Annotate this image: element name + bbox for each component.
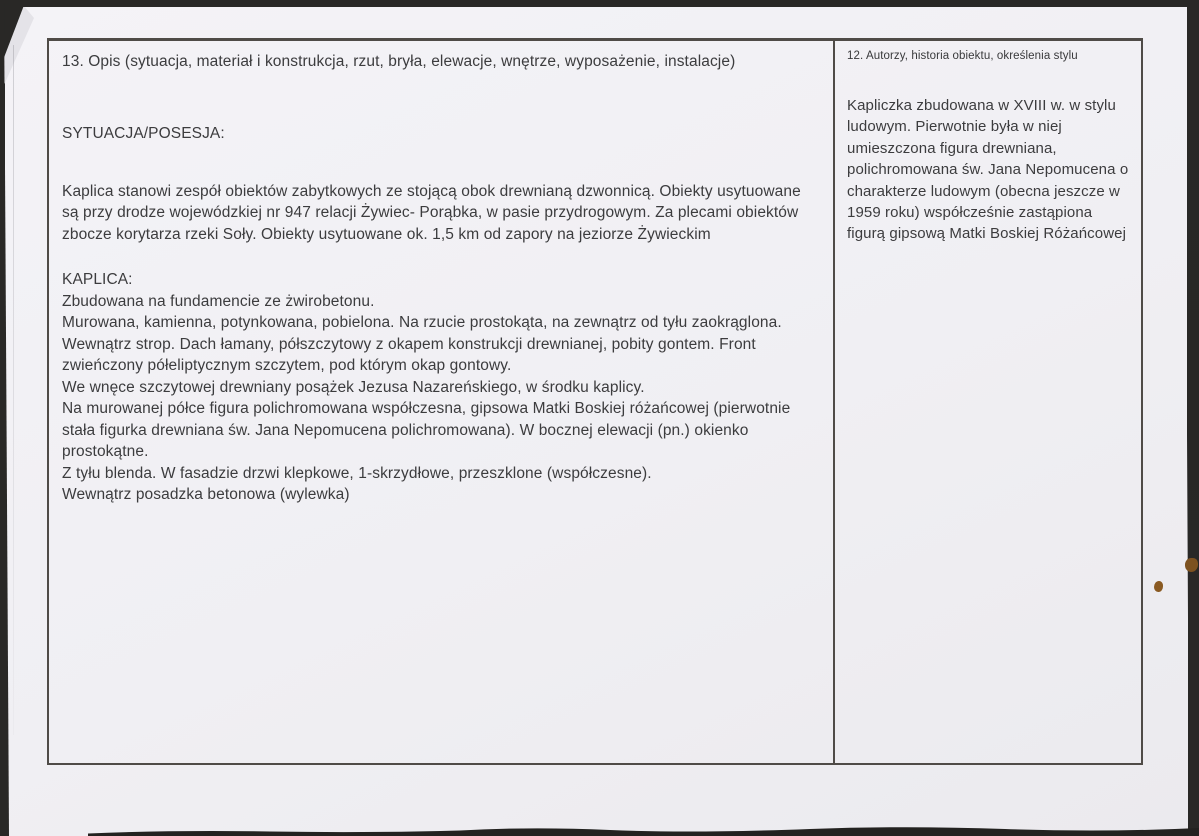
scan-edge-top: [0, 0, 1199, 7]
paper-crease: [13, 45, 14, 735]
chapel-line: Murowana, kamienna, potynkowana, pobielona. Na rzucie prostokąta, na zewnątrz od tyłu zaokrąglona.: [62, 314, 782, 331]
scan-edge-right: [1187, 0, 1199, 836]
chapel-line: Wewnątrz posadzka betonowa (wylewka): [62, 486, 350, 503]
field-12-authors-history-cell: [835, 41, 1141, 763]
page-curl-shadow: [0, 820, 1199, 836]
field-13-description-cell: [49, 41, 835, 763]
chapel-line: Z tyłu blenda. W fasadzie drzwi klepkowe, 1-skrzydłowe, przeszklone (współczesne).: [62, 464, 652, 482]
form-table: [47, 38, 1143, 765]
paper-stain: [1154, 581, 1163, 592]
situation-paragraph: Kaplica stanowi zespół obiektów zabytkowych ze stojącą obok drewnianą dzwonnicą. Obiekty usytuowane są przy drodze wojewódzkiej nr 947 relacji Żywiec- Porąbka, w pasie przydrogowym. Za plecami obiektów zbocze korytarza rzeki Soły. Obiekty usytuowane ok. 1,5 km od zapory na jeziorze Żywieckim: [62, 182, 801, 243]
chapel-line: We wnęce szczytowej drewniany posążek Jezusa Nazareńskiego, w środku kaplicy.: [62, 378, 645, 396]
situation-heading: SYTUACJA/POSESJA:: [62, 125, 225, 142]
chapel-line: Wewnątrz strop. Dach łamany, półszczytowy z okapem konstrukcji drewnianej, pobity gontem. Front zwieńczony półeliptycznym szczytem, pod którym okap gontowy.: [62, 335, 756, 374]
chapel-line: Zbudowana na fundamencie ze żwirobetonu.: [62, 292, 375, 310]
chapel-line: Na murowanej półce figura polichromowana współczesna, gipsowa Matki Boskiej różańcowej (pierwotnie stała figurka drewniana św. Jana Nepomucena polichromowana). W bocznej elewacji (pn.) okienko prostokątne.: [62, 400, 791, 460]
field-13-label: 13. Opis (sytuacja, materiał i konstrukcja, rzut, bryła, elewacje, wnętrze, wyposażenie, instalacje): [62, 53, 736, 70]
chapel-heading: KAPLICA:: [62, 271, 133, 288]
history-paragraph: Kapliczka zbudowana w XVIII w. w stylu ludowym. Pierwotnie była w niej umieszczona figura drewniana, polichromowana św. Jana Nepomucena o charakterze ludowym (obecna jeszcze w 1959 roku) współcześnie zastąpiona figurą gipsową Matki Boskiej Różańcowej: [847, 97, 1129, 243]
field-12-label: 12. Autorzy, historia obiektu, określenia stylu: [847, 50, 1078, 62]
